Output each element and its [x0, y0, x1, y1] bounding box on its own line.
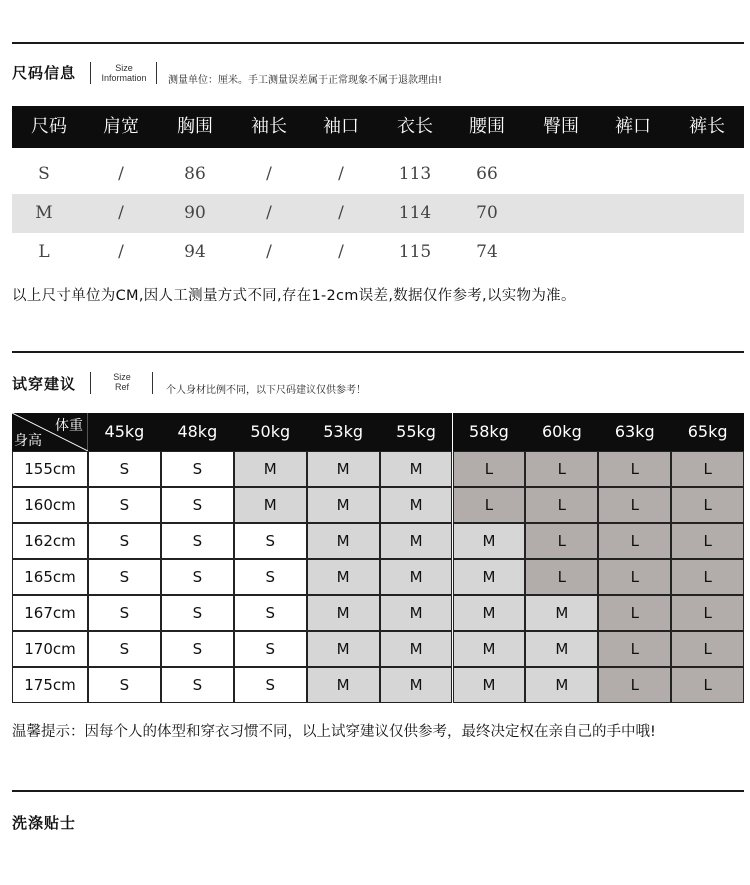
size-recommendation-cell: M — [453, 523, 526, 559]
size-recommendation-cell: S — [161, 487, 234, 523]
height-row-label: 160cm — [12, 487, 88, 523]
size-table-cell: / — [338, 164, 344, 184]
size-table-cell — [670, 233, 744, 272]
size-recommendation-cell: M — [525, 631, 598, 667]
size-col-header: 衣长 — [397, 116, 433, 137]
care-tips-title: 洗涤贴士 — [12, 814, 77, 832]
size-recommendation-cell: S — [88, 595, 161, 631]
size-recommendation-cell: M — [307, 667, 380, 703]
weight-header: 60kg — [525, 413, 598, 451]
weight-header: 53kg — [307, 413, 380, 451]
size-recommendation-cell: L — [598, 487, 671, 523]
size-table-cell: / — [118, 203, 124, 223]
size-table-cell: / — [338, 203, 344, 223]
size-col-header: 裤口 — [615, 116, 651, 137]
weight-header: 45kg — [88, 413, 161, 451]
weight-header: 58kg — [453, 413, 526, 451]
size-recommendation-cell: M — [380, 523, 453, 559]
size-recommendation-table — [12, 413, 744, 703]
size-recommendation-cell: L — [598, 523, 671, 559]
size-recommendation-cell: M — [453, 595, 526, 631]
size-table-cell: S — [38, 164, 50, 184]
section-divider — [12, 351, 744, 353]
size-recommendation-cell: L — [525, 451, 598, 487]
size-recommendation-cell: L — [671, 559, 744, 595]
size-recommendation-cell: S — [234, 631, 307, 667]
size-table-cell: / — [266, 203, 272, 223]
size-recommendation-cell: M — [453, 631, 526, 667]
size-table-cell: / — [118, 242, 124, 262]
fit-suggestion-title: 试穿建议 — [12, 375, 77, 393]
size-recommendation-cell: L — [525, 487, 598, 523]
size-recommendation-cell: L — [525, 559, 598, 595]
size-recommendation-cell: M — [234, 487, 307, 523]
size-table-cell: / — [266, 242, 272, 262]
size-table-cell: 86 — [184, 164, 206, 184]
size-col-header: 袖长 — [251, 116, 287, 137]
size-table-cell — [596, 155, 670, 194]
fit-tip: 温馨提示：因每个人的体型和穿衣习惯不同，以上试穿建议仅供参考，最终决定权在亲自己的手中哦! — [12, 724, 656, 740]
size-recommendation-cell: S — [161, 559, 234, 595]
size-table-cell: / — [266, 164, 272, 184]
size-table-cell — [596, 233, 670, 272]
title-separator — [152, 372, 153, 394]
title-separator — [90, 62, 91, 84]
weight-header: 48kg — [161, 413, 234, 451]
size-table-cell: 113 — [398, 164, 432, 184]
height-row-label: 165cm — [12, 559, 88, 595]
size-recommendation-cell: L — [671, 523, 744, 559]
size-recommendation-cell: S — [161, 595, 234, 631]
size-recommendation-cell: S — [161, 667, 234, 703]
size-col-header: 胸围 — [177, 116, 213, 137]
size-recommendation-cell: M — [453, 559, 526, 595]
size-recommendation-cell: L — [453, 451, 526, 487]
fit-subtitle — [100, 372, 144, 392]
height-row-label: 162cm — [12, 523, 88, 559]
size-recommendation-cell: M — [453, 667, 526, 703]
size-info-title: 尺码信息 — [12, 64, 77, 82]
size-recommendation-cell: M — [525, 595, 598, 631]
size-table-cell — [524, 194, 598, 233]
size-table-cell — [670, 155, 744, 194]
size-recommendation-cell: M — [380, 451, 453, 487]
size-recommendation-cell: S — [88, 559, 161, 595]
size-table-row — [12, 233, 744, 272]
size-info-subtitle — [94, 63, 154, 83]
size-recommendation-cell: L — [671, 487, 744, 523]
weight-header: 55kg — [380, 413, 453, 451]
size-recommendation-cell: S — [161, 631, 234, 667]
title-separator — [90, 372, 91, 394]
size-table-cell: / — [118, 164, 124, 184]
height-axis-label: 身高 — [14, 433, 42, 449]
height-row-label: 155cm — [12, 451, 88, 487]
size-recommendation-cell: M — [307, 631, 380, 667]
size-recommendation-cell: S — [161, 523, 234, 559]
size-table-cell — [524, 233, 598, 272]
size-recommendation-cell: S — [88, 451, 161, 487]
size-recommendation-cell: M — [380, 559, 453, 595]
size-table-cell: / — [338, 242, 344, 262]
size-table-cell — [524, 155, 598, 194]
measure-note: 测量单位：厘米。手工测量误差属于正常现象不属于退款理由! — [168, 75, 443, 86]
size-col-header: 腰围 — [469, 116, 505, 137]
size-table-cell — [596, 194, 670, 233]
subtitle-line2: Information — [101, 73, 147, 83]
weight-header: 63kg — [598, 413, 671, 451]
size-col-header: 尺码 — [31, 116, 67, 137]
size-recommendation-cell: L — [453, 487, 526, 523]
size-recommendation-cell: L — [671, 667, 744, 703]
size-table-cell: M — [35, 203, 53, 223]
size-recommendation-cell: L — [598, 451, 671, 487]
height-row-label: 167cm — [12, 595, 88, 631]
measurement-remark: 以上尺寸单位为CM,因人工测量方式不同,存在1-2cm误差,数据仅作参考,以实物为准。 — [12, 288, 576, 304]
size-recommendation-cell: M — [380, 631, 453, 667]
size-recommendation-cell: M — [307, 559, 380, 595]
size-recommendation-cell: S — [234, 667, 307, 703]
size-table-cell: 66 — [476, 164, 498, 184]
size-table-cell: 94 — [184, 242, 206, 262]
fit-note: 个人身材比例不同，以下尺码建议仅供参考！ — [166, 385, 366, 396]
size-col-header: 袖口 — [323, 116, 359, 137]
size-recommendation-cell: L — [598, 559, 671, 595]
size-table-cell: L — [38, 242, 50, 262]
size-recommendation-cell: S — [88, 523, 161, 559]
weight-header: 65kg — [671, 413, 744, 451]
size-recommendation-cell: M — [307, 487, 380, 523]
size-recommendation-cell: S — [234, 559, 307, 595]
subtitle-line1: Size — [113, 372, 131, 382]
section-divider — [12, 790, 744, 792]
weight-header: 50kg — [234, 413, 307, 451]
subtitle-line2: Ref — [114, 382, 129, 392]
height-row-label: 175cm — [12, 667, 88, 703]
size-recommendation-cell: L — [525, 523, 598, 559]
size-recommendation-cell: M — [380, 487, 453, 523]
size-recommendation-cell: L — [671, 631, 744, 667]
size-table-row — [12, 155, 744, 194]
size-recommendation-cell: M — [307, 595, 380, 631]
size-recommendation-cell: S — [88, 667, 161, 703]
weight-axis-label: 体重 — [55, 418, 83, 434]
size-table-cell: 70 — [476, 203, 498, 223]
size-col-header: 肩宽 — [103, 116, 139, 137]
size-recommendation-cell: M — [525, 667, 598, 703]
size-recommendation-cell: S — [234, 595, 307, 631]
corner-header — [12, 413, 88, 451]
size-table-cell: 114 — [398, 203, 432, 223]
size-recommendation-cell: M — [307, 523, 380, 559]
size-recommendation-cell: S — [88, 487, 161, 523]
height-row-label: 170cm — [12, 631, 88, 667]
size-recommendation-cell: L — [598, 667, 671, 703]
size-recommendation-cell: L — [671, 451, 744, 487]
size-table-cell — [670, 194, 744, 233]
top-divider — [12, 42, 744, 44]
size-recommendation-cell: M — [380, 595, 453, 631]
size-table-header — [12, 106, 744, 148]
size-table-row — [12, 194, 744, 233]
size-recommendation-cell: M — [234, 451, 307, 487]
size-col-header: 裤长 — [689, 116, 725, 137]
title-separator — [156, 62, 157, 84]
size-recommendation-cell: L — [671, 595, 744, 631]
size-recommendation-cell: S — [88, 631, 161, 667]
subtitle-line1: Size — [115, 63, 133, 73]
size-recommendation-cell: S — [161, 451, 234, 487]
size-col-header: 臀围 — [543, 116, 579, 137]
size-table-cell: 74 — [476, 242, 498, 262]
size-table-cell: 115 — [398, 242, 432, 262]
size-recommendation-cell: M — [380, 667, 453, 703]
size-recommendation-cell: M — [307, 451, 380, 487]
size-table-cell: 90 — [184, 203, 206, 223]
size-recommendation-cell: S — [234, 523, 307, 559]
size-recommendation-cell: L — [598, 595, 671, 631]
size-recommendation-cell: L — [598, 631, 671, 667]
